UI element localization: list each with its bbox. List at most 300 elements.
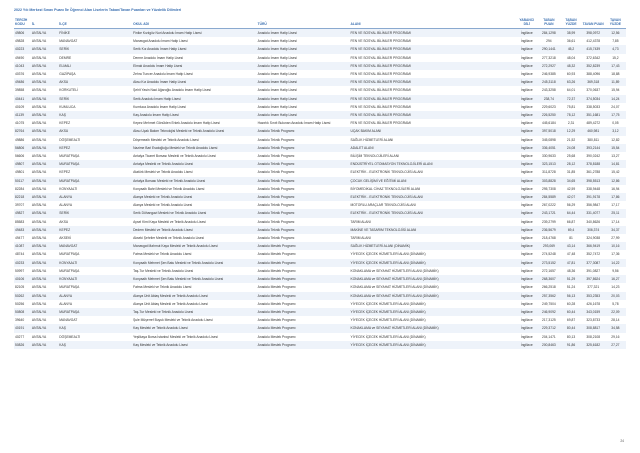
cell-kod: 49827 xyxy=(14,209,31,217)
table-row xyxy=(14,300,626,308)
cell-tavan-yuzde: 12,56 xyxy=(605,29,626,38)
cell-alan: FEN VE SOSYAL BİLİMLER PROGRAMI xyxy=(350,104,411,109)
cell-tur: Anadolu İmam Hatip Lisesi xyxy=(257,78,350,86)
cell-alan: YİYECEK İÇECEK HİZMETLERİ ALANI (DİNAMİK) xyxy=(350,334,426,339)
cell-alan: ADALET ALANI xyxy=(350,144,517,152)
cell-tavan-yuzde: 17,36 xyxy=(611,252,620,257)
cell-kod: 48744 xyxy=(15,252,25,257)
cell-okul: Kepez Mehmet Gönülden Erkek Anadolu İmam Hatip Lisesi xyxy=(133,121,220,126)
table-row xyxy=(14,333,626,341)
cell-il: ANTALYA xyxy=(31,259,58,267)
cell-dil: İngilizce xyxy=(516,111,537,119)
cell-taban-yuzde: 31,85 xyxy=(566,170,576,175)
cell-tur: Anadolu Meslek Programı xyxy=(257,341,350,349)
cell-taban-yuzde: 51,29 xyxy=(561,275,582,283)
cell-tavan-puan: 343,0159 xyxy=(582,308,605,316)
cell-ilce: MURATPAŞA xyxy=(59,268,80,273)
cell-dil: İngilizce xyxy=(516,29,537,38)
cell-okul: Döşemealtı Mesleki ve Teknik Anadolu Lisesi xyxy=(133,137,199,142)
cell-il: ANTALYA xyxy=(31,111,58,119)
cell-taban-puan: 243,1721 xyxy=(537,209,560,217)
cell-ilce: SERİK xyxy=(58,209,132,217)
cell-taban-puan: 245,3118 xyxy=(537,78,560,86)
cell-kod: 39707 xyxy=(15,203,25,208)
table-row xyxy=(14,267,626,275)
cell-ilce: ALANYA xyxy=(59,301,73,306)
cell-tur: Anadolu İmam Hatip Lisesi xyxy=(257,95,350,103)
cell-alan: KONAKLAMA ve SEYAHAT HİZMETLERİ ALANI (DİNAMİK) xyxy=(350,268,439,273)
cell-okul: Taş-Tur Mesleki ve Teknik Anadolu Lisesi xyxy=(132,308,257,316)
cell-ilce: DEMRE xyxy=(59,55,72,60)
cell-tavan-yuzde: 14,24 xyxy=(605,95,626,103)
cell-il: ANTALYA xyxy=(31,137,47,142)
header-kod: TERCİH KODU xyxy=(14,17,31,29)
cell-ilce: MURATPAŞA xyxy=(58,308,132,316)
cell-taban-yuzde: 81 xyxy=(569,236,573,241)
document-title: 2022 Yılı Merkezi Sınav Puanı İle Öğrenci Alan Liselerin Taban/Tavan Puanları ve Yüzdelik Dilimleri xyxy=(14,8,182,12)
cell-taban-puan: 246,9385 xyxy=(542,72,556,77)
cell-tavan-puan: 352,7472 xyxy=(586,252,601,257)
cell-taban-puan: 239,2799 xyxy=(542,219,556,224)
cell-alan: TARIM ALANI xyxy=(350,236,371,241)
cell-okul: Demre Anadolu İmam Hatip Lisesi xyxy=(133,55,183,60)
cell-kod: 50808 xyxy=(14,308,31,316)
cell-dil: İngilizce xyxy=(516,242,537,250)
table-row xyxy=(14,234,626,242)
cell-taban-puan: 204,1471 xyxy=(542,334,556,339)
cell-okul: Fatma Mesleki ve Teknik Anadolu Lisesi xyxy=(133,252,192,257)
cell-il: ANTALYA xyxy=(31,236,47,241)
cell-ilce: ALANYA xyxy=(58,292,132,300)
cell-dil: İngilizce xyxy=(520,121,533,126)
cell-alan: FEN VE SOSYAL BİLİMLER PROGRAMI xyxy=(350,95,517,103)
cell-kod: 39858 xyxy=(15,88,25,93)
table-row xyxy=(14,308,626,316)
cell-taban-yuzde: 25,68 xyxy=(566,154,576,159)
cell-ilce: AKSU xyxy=(58,127,132,135)
cell-alan: MAKİNE VE TASARIM TEKNOLOJİSİ ALANI xyxy=(350,226,517,234)
cell-dil: İngilizce xyxy=(520,72,533,77)
cell-ilce: AKSU xyxy=(59,219,69,224)
cell-tavan-puan: 377,321 xyxy=(587,285,600,290)
cell-dil: İngilizce xyxy=(520,318,533,323)
cell-kod: 49806 xyxy=(14,29,31,38)
cell-tavan-puan: 338,9448 xyxy=(586,186,601,191)
table-row xyxy=(14,324,626,332)
cell-ilce: KEPEZ xyxy=(58,144,132,152)
cell-tavan-puan: 308,8817 xyxy=(582,324,605,332)
table-row xyxy=(14,226,626,234)
cell-tavan-puan: 308,2108 xyxy=(586,334,601,339)
cell-il: ANTALYA xyxy=(31,209,58,217)
cell-tavan-puan: 489,4272 xyxy=(586,121,601,126)
cell-alan: FEN VE SOSYAL BİLİMLER PROGRAMI xyxy=(350,121,411,126)
cell-ilce: KAŞ xyxy=(58,341,132,349)
cell-kod: 40441 xyxy=(14,95,31,103)
cell-ilce: KAŞ xyxy=(58,324,132,332)
cell-okul: Kaş Mesleki ve Teknik Anadolu Lisesi xyxy=(132,341,257,349)
cell-il: ANTALYA xyxy=(31,268,47,273)
cell-tavan-puan: 353,2353 xyxy=(582,292,605,300)
cell-tavan-puan: 398,5513 xyxy=(582,177,605,185)
cell-dil: İngilizce xyxy=(516,193,537,201)
table-row xyxy=(14,218,626,226)
cell-ilce: MANAVGAT xyxy=(59,39,78,44)
cell-taban-yuzde: 69,4 xyxy=(561,226,582,234)
table-row xyxy=(14,78,626,86)
table-row xyxy=(14,177,626,185)
cell-taban-yuzde: 21,52 xyxy=(566,137,576,142)
cell-tavan-puan: 380,811 xyxy=(587,137,600,142)
cell-tur: Anadolu Meslek Programı xyxy=(257,324,350,332)
cell-taban-yuzde: 2,31 xyxy=(567,121,575,126)
cell-tavan-yuzde: 18,88 xyxy=(611,72,620,77)
cell-taban-yuzde: 66,87 xyxy=(566,219,576,224)
cell-tur: Anadolu Meslek Programı xyxy=(257,259,350,267)
cell-alan: YİYECEK İÇECEK HİZMETLERİ ALANI (DİNAMİK) xyxy=(350,301,426,306)
cell-taban-puan: 273,5152 xyxy=(537,259,560,267)
cell-dil: İngilizce xyxy=(516,62,537,70)
cell-tavan-puan: 369,318 xyxy=(582,78,605,86)
cell-tur: Anadolu İmam Hatip Lisesi xyxy=(257,45,350,53)
cell-taban-puan: 284,1298 xyxy=(537,29,560,38)
cell-il: ANTALYA xyxy=(31,144,58,152)
cell-il: ANTALYA xyxy=(31,95,58,103)
cell-tavan-yuzde: 28,14 xyxy=(611,318,620,323)
cell-kod: 56606 xyxy=(15,154,25,159)
cell-alan: MOTORLU ARAÇLAR TEKNOLOJİSİ ALANI xyxy=(350,203,416,208)
cell-il: ANTALYA xyxy=(31,324,58,332)
cell-dil: İngilizce xyxy=(516,292,537,300)
cell-tavan-yuzde: 34,58 xyxy=(605,324,626,332)
cell-tur: Anadolu Meslek Programı xyxy=(257,292,350,300)
cell-okul: Alanya Mesleki ve Teknik Anadolu Lisesi xyxy=(132,193,257,201)
cell-ilce: GAZİPAŞA xyxy=(59,72,76,77)
cell-okul: Manavgat Mahmut Kaya Mesleki ve Teknik Anadolu Lisesi xyxy=(132,242,257,250)
table-row xyxy=(14,127,626,135)
cell-tur: Anadolu Meslek Programı xyxy=(257,308,350,316)
cell-dil: İngilizce xyxy=(516,341,537,349)
cell-il: ANTALYA xyxy=(31,341,58,349)
table-row xyxy=(14,103,626,111)
cell-ilce: KAŞ xyxy=(58,111,132,119)
cell-taban-puan: 218,4768 xyxy=(542,236,556,241)
cell-alan: YİYECEK İÇECEK HİZMETLERİ ALANI (DİNAMİK) xyxy=(350,252,426,257)
cell-ilce: ELMALI xyxy=(58,62,132,70)
cell-taban-yuzde: 75,81 xyxy=(566,104,576,109)
cell-okul: Kaş Mesleki ve Teknik Anadolu Lisesi xyxy=(132,324,257,332)
cell-il: ANTALYA xyxy=(31,193,58,201)
table-row xyxy=(14,37,626,45)
cell-okul: Yeşilkaya Borsa İstanbul Mesleki ve Teknik Anadolu Lisesi xyxy=(133,334,218,339)
cell-tavan-puan: 366,9419 xyxy=(582,242,605,250)
cell-kod: 49801 xyxy=(15,170,25,175)
cell-dil: İngilizce xyxy=(520,55,533,60)
cell-okul: Aysel Kimi Kaya Mesleki ve Teknik Anadolu Lisesi xyxy=(133,219,206,224)
cell-tavan-puan: 361,2788 xyxy=(586,170,601,175)
cell-kod: 40233 xyxy=(14,259,31,267)
cell-tavan-puan: 374,5034 xyxy=(582,95,605,103)
cell-il: ANTALYA xyxy=(31,121,47,126)
header-tavan-puan: TAVAN PUAN xyxy=(582,17,605,29)
cell-tavan-puan: 388,4096 xyxy=(586,72,601,77)
cell-il: ANTALYA xyxy=(31,275,58,283)
cell-alan: FEN VE SOSYAL BİLİMLER PROGRAMI xyxy=(350,55,411,60)
cell-okul: Kumluca Anadolu İmam Hatip Lisesi xyxy=(133,104,186,109)
cell-alan: SAĞLIK HİZMETLERİ ALANI xyxy=(350,137,394,142)
table-row xyxy=(14,168,626,176)
cell-il: ANTALYA xyxy=(31,29,58,38)
cell-okul: Dedem Mesleki ve Teknik Anadolu Lisesi xyxy=(132,226,257,234)
cell-kod: 50997 xyxy=(15,268,25,273)
cell-tavan-puan: 370,0637 xyxy=(586,88,601,93)
cell-tur: Anadolu Teknik Programı xyxy=(257,154,295,159)
cell-okul: Alanya Ünit Aktaş Mesleki ve Teknik Anadolu Lisesi xyxy=(133,301,208,306)
cell-okul: Serik Kız Anadolu İmam Hatip Lisesi xyxy=(132,45,257,53)
cell-alan: YİYECEK İÇECEK HİZMETLERİ ALANI (DİNAMİK) xyxy=(350,318,426,323)
cell-ilce: MANAVGAT xyxy=(59,318,78,323)
table-row xyxy=(14,209,626,217)
cell-ilce: AKSEKİ xyxy=(59,236,72,241)
cell-tur: Anadolu Meslek Programı xyxy=(257,242,350,250)
cell-taban-puan: 274,5248 xyxy=(542,252,556,257)
cell-tavan-puan: 460,981 xyxy=(582,127,605,135)
cell-taban-puan: 243,3258 xyxy=(542,88,556,93)
cell-okul: Atatürk Mesleki ve Teknik Anadolu Lisesi xyxy=(133,170,193,175)
cell-taban-puan: 293,069 xyxy=(537,242,560,250)
cell-kod: 50826 xyxy=(14,341,31,349)
cell-dil: İngilizce xyxy=(520,301,533,306)
cell-taban-yuzde: 28,12 xyxy=(561,160,582,168)
cell-tavan-puan: 397,8624 xyxy=(582,275,605,283)
cell-il: ANTALYA xyxy=(31,45,58,53)
cell-tur: Anadolu İmam Hatip Lisesi xyxy=(257,72,297,77)
cell-ilce: KONYAALTI xyxy=(58,275,132,283)
cell-alan: UÇAK BAKIM ALANI xyxy=(350,127,517,135)
cell-il: ANTALYA xyxy=(31,62,58,70)
cell-okul: Konyaaltı Mehmet Şen Batu Mesleki ve Teknik Anadolu Lisesi xyxy=(132,275,257,283)
cell-okul: Serik Anadolu İmam Hatip Lisesi xyxy=(132,95,257,103)
cell-taban-puan: 272,1657 xyxy=(542,268,556,273)
cell-okul: Aksu Kız Anadolu İmam Hatip Lisesi xyxy=(132,78,257,86)
cell-kod: 40109 xyxy=(15,104,25,109)
table-row xyxy=(14,95,626,103)
cell-ilce: AKSU xyxy=(58,78,132,86)
cell-alan: YİYECEK İÇECEK HİZMETLERİ ALANI (DİNAMİK) xyxy=(350,308,517,316)
cell-tavan-yuzde: 14,23 xyxy=(611,285,620,290)
cell-dil: İngilizce xyxy=(520,170,533,175)
cell-ilce: MURATPAŞA xyxy=(58,160,132,168)
cell-tavan-yuzde: 17,86 xyxy=(605,193,626,201)
cell-taban-yuzde: 69,87 xyxy=(566,318,576,323)
cell-okul: Şehit Yasin Naci Ağaroğlu Anadolu İmam Hatip Lisesi xyxy=(133,88,211,93)
cell-tur: Anadolu Teknik Programı xyxy=(257,203,295,208)
cell-alan: KONAKLAMA ve SEYAHAT HİZMETLERİ ALANI (DİNAMİK) xyxy=(350,292,517,300)
cell-il: ANTALYA xyxy=(31,318,47,323)
cell-taban-yuzde: 42,59 xyxy=(566,186,576,191)
cell-taban-yuzde: 36,61 xyxy=(566,39,576,44)
cell-dil: İngilizce xyxy=(520,334,533,339)
cell-alan: FEN VE SOSYAL BİLİMLER PROGRAMI xyxy=(350,29,517,38)
cell-ilce: DÖŞEMEALTI xyxy=(59,334,81,339)
cell-taban-puan: 238,74 xyxy=(537,95,560,103)
cell-tavan-yuzde: 22,09 xyxy=(605,308,626,316)
header-alan: ALANI xyxy=(350,17,517,29)
table-row xyxy=(14,185,626,193)
cell-taban-yuzde: 91,86 xyxy=(561,341,582,349)
cell-tur: Anadolu İmam Hatip Lisesi xyxy=(257,62,350,70)
cell-tavan-yuzde: 15,54 xyxy=(605,144,626,152)
cell-dil: İngilizce xyxy=(516,324,537,332)
header-taban-yuzde: TABAN YÜZDE xyxy=(561,17,582,29)
table-header-row xyxy=(14,17,626,29)
cell-alan: FEN VE SOSYAL BİLİMLER PROGRAMI xyxy=(350,88,411,93)
cell-alan: TARIM ALANI xyxy=(350,219,371,224)
cell-alan: ENDÜSTRİYEL OTOMASYON TEKNOLOJİLERİ ALANI xyxy=(350,160,517,168)
cell-dil: İngilizce xyxy=(520,104,533,109)
cell-tur: Anadolu Teknik Programı xyxy=(257,236,295,241)
cell-taban-yuzde: 60,28 xyxy=(566,301,576,306)
cell-taban-yuzde: 60,93 xyxy=(566,72,576,77)
cell-dil: İngilizce xyxy=(520,285,533,290)
cell-tavan-yuzde: 11,89 xyxy=(605,78,626,86)
cell-kod: 82218 xyxy=(14,193,31,201)
cell-kod: 41075 xyxy=(15,121,25,126)
cell-ilce: KEPEZ xyxy=(59,121,71,126)
cell-tavan-yuzde: 17,75 xyxy=(605,111,626,119)
cell-il: ANTALYA xyxy=(31,127,58,135)
cell-kod: 50117 xyxy=(14,177,31,185)
cell-alan: FEN VE SOSYAL BİLİMLER PROGRAMI xyxy=(350,62,517,70)
cell-tavan-yuzde: 5,78 xyxy=(612,301,619,306)
cell-dil: İngilizce xyxy=(520,154,533,159)
cell-dil: İngilizce xyxy=(516,45,537,53)
cell-alan: FEN VE SOSYAL BİLİMLER PROGRAMI xyxy=(350,78,517,86)
cell-taban-yuzde: 45,2 xyxy=(561,45,582,53)
cell-taban-puan: 249,7504 xyxy=(542,301,556,306)
cell-ilce: MURATPAŞA xyxy=(59,154,80,159)
cell-kod: 41139 xyxy=(14,111,31,119)
cell-il: ANTALYA xyxy=(31,160,58,168)
table-row xyxy=(14,119,626,127)
cell-dil: İngilizce xyxy=(516,308,537,316)
results-table xyxy=(14,17,626,349)
cell-tavan-yuzde: 9,56 xyxy=(612,268,619,273)
cell-dil: İngilizce xyxy=(520,137,533,142)
cell-ilce: KONYAALTI xyxy=(59,186,78,191)
cell-taban-puan: 397,5018 xyxy=(537,127,560,135)
cell-ilce: SERİK xyxy=(58,45,132,53)
cell-tur: Anadolu Meslek Programı xyxy=(257,275,350,283)
cell-dil: İngilizce xyxy=(516,95,537,103)
cell-tavan-yuzde: 15,2 xyxy=(612,55,619,60)
cell-dil: İngilizce xyxy=(516,209,537,217)
cell-taban-puan: 303,8828 xyxy=(537,177,560,185)
cell-tur: Anadolu Teknik Programı xyxy=(257,137,295,142)
cell-dil: İngilizce xyxy=(520,88,533,93)
cell-tavan-puan: 340,8626 xyxy=(586,219,601,224)
cell-okul: Aksu Uçak Bakım Teknolojisi Mesleki ve Teknik Anadolu Lisesi xyxy=(132,127,257,135)
cell-taban-puan: 267,0222 xyxy=(542,203,556,208)
cell-alan: YİYECEK İÇECEK HİZMETLERİ ALANI (DİNAMİK) xyxy=(350,341,517,349)
cell-tavan-puan: 306,374 xyxy=(582,226,605,234)
cell-kod: 40106 xyxy=(14,275,31,283)
cell-tur: Anadolu İmam Hatip Lisesi xyxy=(257,104,297,109)
cell-taban-yuzde: 38,99 xyxy=(561,29,582,38)
table-row xyxy=(14,29,626,38)
cell-tavan-yuzde: 14,22 xyxy=(605,259,626,267)
cell-tur: Anadolu Teknik Programı xyxy=(257,160,350,168)
cell-tavan-puan: 391,0827 xyxy=(586,268,601,273)
table-row xyxy=(14,152,626,160)
cell-tavan-puan: 415,7439 xyxy=(582,45,605,53)
table-row xyxy=(14,201,626,209)
cell-tur: Anadolu İmam Hatip Lisesi xyxy=(257,55,297,60)
cell-kod: 49477 xyxy=(15,236,25,241)
cell-tur: Anadolu Teknik Programı xyxy=(257,177,350,185)
cell-taban-puan: 345,0898 xyxy=(542,137,556,142)
table-row xyxy=(14,144,626,152)
cell-tavan-puan: 352,8239 xyxy=(582,62,605,70)
cell-taban-puan: 272,2927 xyxy=(537,62,560,70)
cell-okul: Taş-Tur Mesleki ve Teknik Anadolu Lisesi xyxy=(133,268,194,273)
cell-okul: Elmalı Anadolu İmam Hatip Lisesi xyxy=(132,62,257,70)
cell-okul: Fatma Mesleki ve Teknik Anadolu Lisesi xyxy=(133,285,192,290)
cell-okul: Akseki Şehriler Mesleki ve Teknik Anadolu Lisesi xyxy=(133,236,205,241)
cell-dil: İngilizce xyxy=(516,127,537,135)
cell-dil: İngilizce xyxy=(520,39,533,44)
header-tavan-yuzde: TAVAN YÜZDE xyxy=(605,17,626,29)
table-row xyxy=(14,111,626,119)
cell-taban-yuzde: 12,29 xyxy=(561,127,582,135)
cell-tavan-puan: 356,9847 xyxy=(586,203,601,208)
cell-tavan-puan: 323,8733 xyxy=(586,318,601,323)
table-row xyxy=(14,275,626,283)
cell-taban-yuzde: 60,44 xyxy=(561,308,582,316)
cell-alan: ÇOCUK GELİŞİMİ VE EĞİTİMİ ALANI xyxy=(350,177,517,185)
cell-kod: 50256 xyxy=(15,301,25,306)
cell-tavan-yuzde: 3,12 xyxy=(605,127,626,135)
cell-tur: Anadolu Meslek Programı xyxy=(257,252,296,257)
cell-kod: 40376 xyxy=(15,72,25,77)
cell-okul: Antalya Borsası Mesleki ve Teknik Anadolu Lisesi xyxy=(132,177,257,185)
cell-kod: 49886 xyxy=(15,137,25,142)
cell-ilce: FİNİKE xyxy=(58,29,132,38)
cell-il: ANTALYA xyxy=(31,301,47,306)
cell-ilce: MURATPAŞA xyxy=(58,177,132,185)
cell-taban-puan: 266,2518 xyxy=(542,285,556,290)
cell-dil: İngilizce xyxy=(520,219,533,224)
cell-okul: Alanya Mesleki ve Teknik Anadolu Lisesi xyxy=(133,203,193,208)
header-taban-puan: TABAN PUAN xyxy=(537,17,560,29)
cell-kod: 39640 xyxy=(15,318,25,323)
cell-alan: ELEKTRİK - ELEKTRONİK TEKNOLOJİSİ ALANI xyxy=(350,170,423,175)
cell-tur: Anadolu Teknik Programı xyxy=(257,170,295,175)
cell-tur: Anadolu Teknik Programı xyxy=(257,186,295,191)
cell-kod: 49807 xyxy=(14,160,31,168)
cell-il: ANTALYA xyxy=(31,242,58,250)
cell-alan: ELEKTRİK - ELEKTRONİK TEKNOLOJİSİ ALANI xyxy=(350,209,517,217)
cell-il: ANTALYA xyxy=(31,55,47,60)
table-row xyxy=(14,292,626,300)
cell-taban-puan: 226,5250 xyxy=(537,111,560,119)
cell-alan: YİYECEK İÇECEK HİZMETLERİ ALANI (DİNAMİK) xyxy=(350,259,517,267)
header-okul: OKUL ADI xyxy=(132,17,257,29)
cell-tur: Anadolu Teknik Programı xyxy=(257,209,350,217)
cell-taban-yuzde: 47,81 xyxy=(561,259,582,267)
header-il: İL xyxy=(31,17,58,29)
cell-il: ANTALYA xyxy=(31,177,58,185)
